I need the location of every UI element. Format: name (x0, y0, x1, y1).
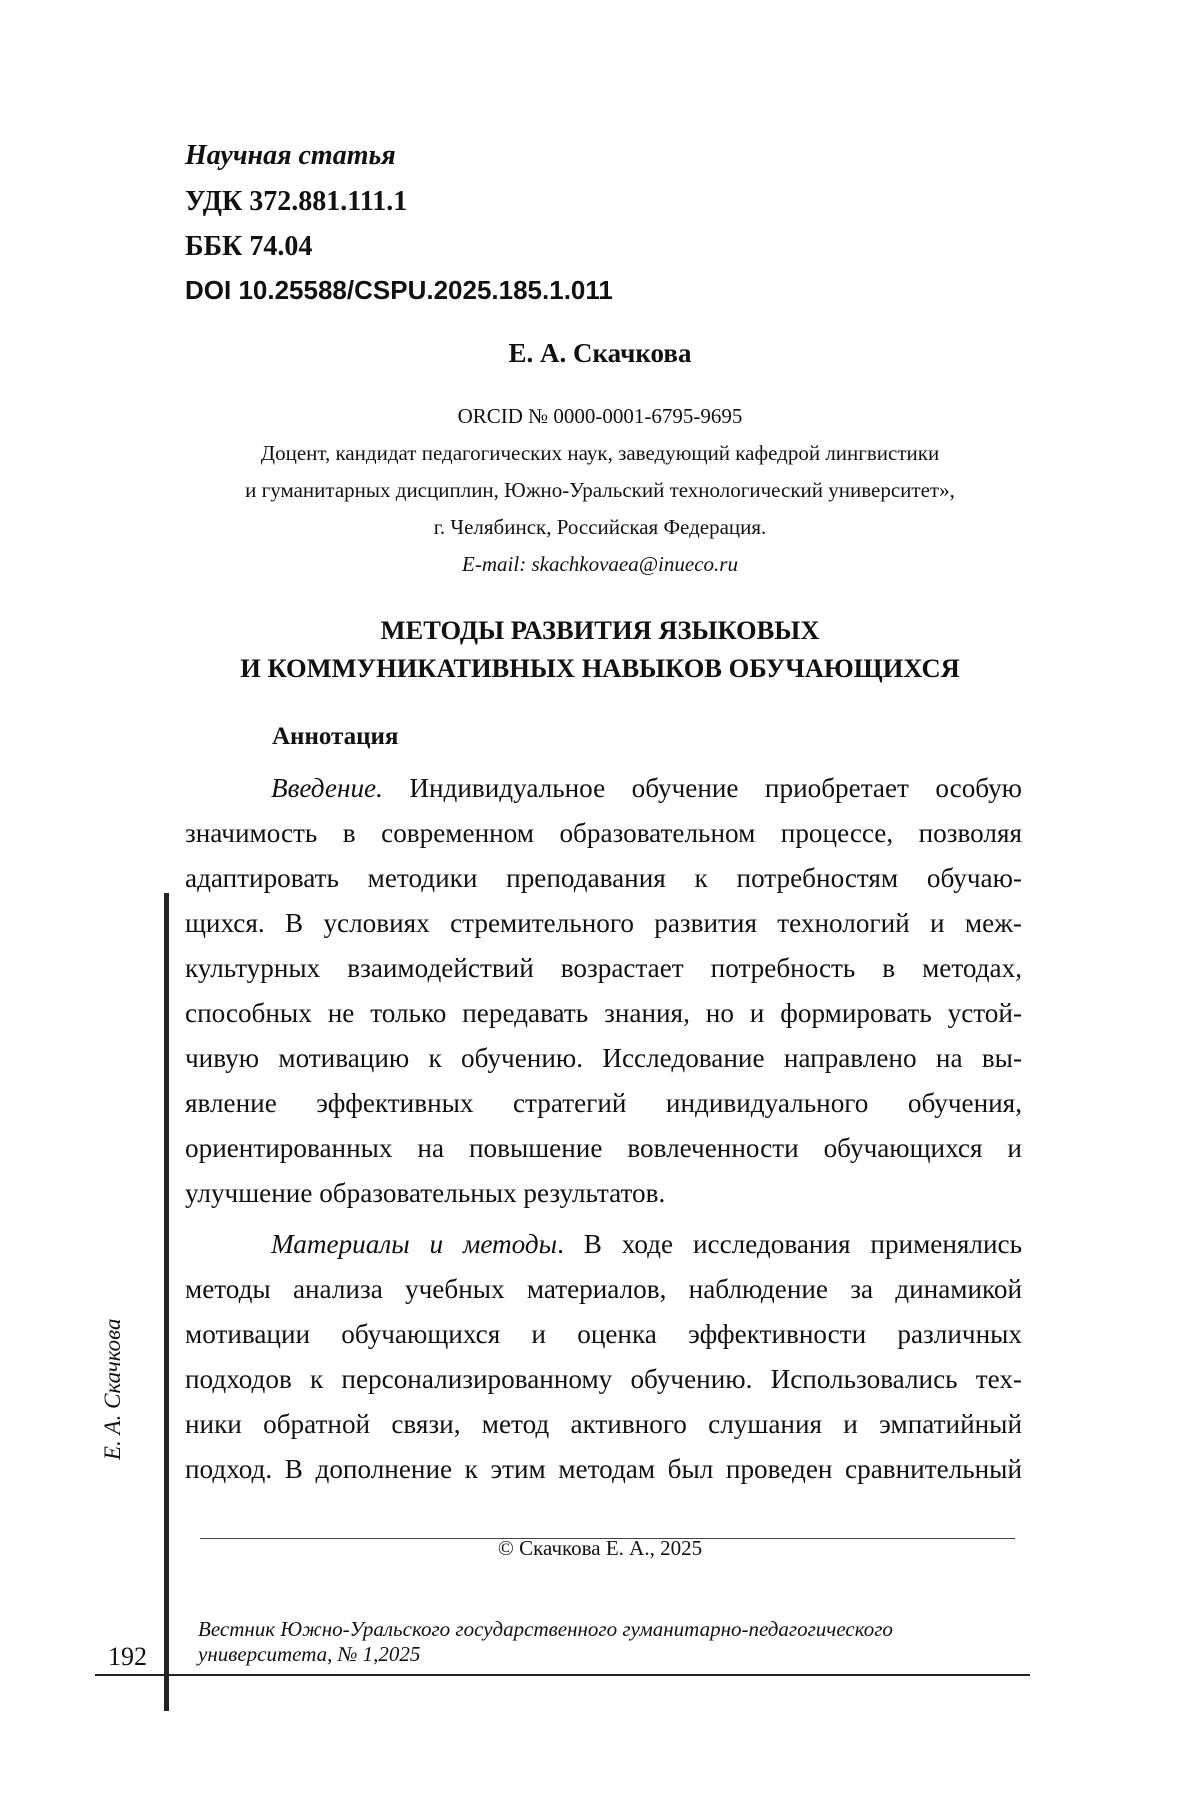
author-email[interactable]: E-mail: skachkovaea@inueco.ru (170, 546, 1030, 583)
affiliation-line: Доцент, кандидат педагогических наук, заведующий кафедрой лингвистики (170, 435, 1030, 472)
page-number: 192 (108, 1642, 147, 1672)
paragraph-line: явление эффективных стратегий индивидуального обучения, (185, 1081, 1022, 1126)
footer-rule (95, 1674, 1030, 1676)
udk-code: УДК 372.881.111.1 (185, 188, 407, 216)
affiliation-line: и гуманитарных дисциплин, Южно-Уральский технологический университет», (170, 472, 1030, 509)
methods-label: Материалы и методы (271, 1229, 557, 1259)
title-line: МЕТОДЫ РАЗВИТИЯ ЯЗЫКОВЫХ (170, 611, 1030, 649)
author-affiliation (170, 398, 1030, 583)
paragraph-line: культурных взаимодействий возрастает потребность в методах, (185, 946, 1022, 991)
annotation-methods-paragraph (185, 1222, 1022, 1492)
annotation-intro-paragraph (185, 766, 1022, 1216)
article-type: Научная статья (185, 142, 396, 170)
orcid[interactable]: ORCID № 0000-0001-6795-9695 (170, 398, 1030, 435)
paragraph-line: методы анализа учебных материалов, наблюдение за динамикой (185, 1267, 1022, 1312)
journal-name (198, 1617, 893, 1667)
affiliation-line: г. Челябинск, Российская Федерация. (170, 509, 1030, 546)
paragraph-line: значимость в современном образовательном процессе, позволяя (185, 811, 1022, 856)
bbk-code: ББК 74.04 (185, 233, 312, 261)
paragraph-line: подходов к персонализированному обучению. Использовались тех- (185, 1357, 1022, 1402)
article-title (170, 611, 1030, 687)
intro-label: Введение. (271, 773, 383, 803)
paragraph-line: чивую мотивацию к обучению. Исследование направлено на вы- (185, 1036, 1022, 1081)
paragraph-line: Материалы и методы. В ходе исследования применялись (185, 1222, 1022, 1267)
doi[interactable]: DOI 10.25588/CSPU.2025.185.1.011 (185, 277, 613, 303)
journal-line: Вестник Южно-Уральского государственного гуманитарно-педагогического (198, 1617, 893, 1642)
copyright-note: © Скачкова Е. А., 2025 (0, 1536, 1200, 1561)
paragraph-line: подход. В дополнение к этим методам был проведен сравнительный (185, 1447, 1022, 1492)
sidebar-author: Е. А. Скачкова (100, 1400, 120, 1460)
margin-rule (164, 893, 169, 1711)
paragraph-line: адаптировать методики преподавания к потребностям обучаю- (185, 856, 1022, 901)
paragraph-line: щихся. В условиях стремительного развития технологий и меж- (185, 901, 1022, 946)
paragraph-line: способных не только передавать знания, но и формировать устой- (185, 991, 1022, 1036)
paragraph-line: Введение. Индивидуальное обучение приобретает особую (185, 766, 1022, 811)
paragraph-line: ориентированных на повышение вовлеченности обучающихся и (185, 1126, 1022, 1171)
paragraph-line: мотивации обучающихся и оценка эффективности различных (185, 1312, 1022, 1357)
journal-line: университета, № 1,2025 (198, 1642, 893, 1667)
paragraph-line: улучшение образовательных результатов. (185, 1171, 1022, 1216)
author-name: Е. А. Скачкова (0, 338, 1200, 369)
annotation-heading: Аннотация (272, 723, 398, 751)
paragraph-line: ники обратной связи, метод активного слушания и эмпатийный (185, 1402, 1022, 1447)
title-line: И КОММУНИКАТИВНЫХ НАВЫКОВ ОБУЧАЮЩИХСЯ (170, 649, 1030, 687)
